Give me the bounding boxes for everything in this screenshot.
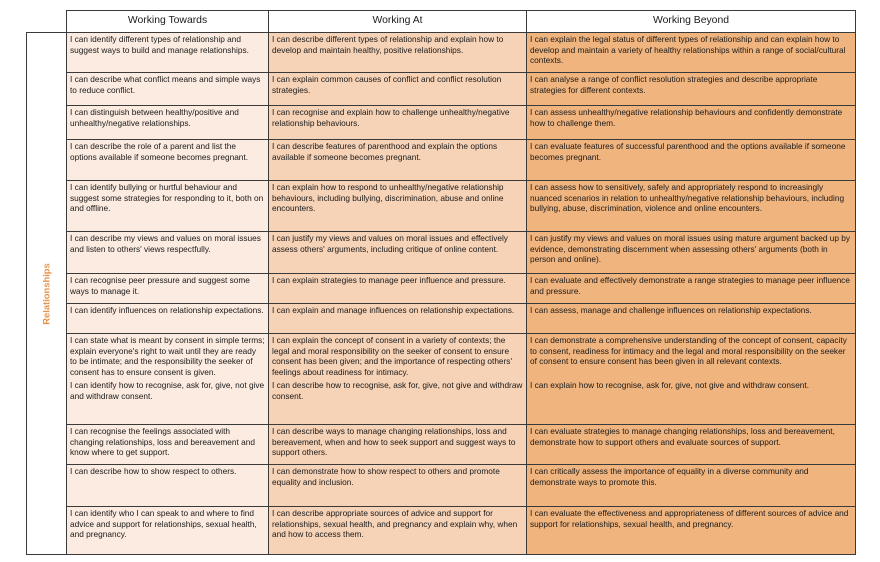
cell-at: I can explain strategies to manage peer influence and pressure. xyxy=(269,274,527,304)
consent-sub-text: I can describe how to recognise, ask for, give, not give and withdraw consent. xyxy=(272,380,523,401)
cell-towards: I can describe the role of a parent and list the options available if someone becomes pregnant. xyxy=(67,140,269,181)
table-row xyxy=(27,106,856,140)
cell-towards: I can identify influences on relationship expectations. xyxy=(67,304,269,334)
header-working-at: Working At xyxy=(269,11,527,33)
cell-beyond: I can assess how to sensitively, safely and appropriately respond to increasingly nuanced scenarios in relation to unhealthy/negative relationship behaviours, including bullying, abuse, discrimination, violence and online encounters. xyxy=(527,181,856,232)
table-row xyxy=(27,425,856,465)
header-working-towards: Working Towards xyxy=(67,11,269,33)
table-row xyxy=(27,232,856,274)
table-row xyxy=(27,465,856,507)
cell-towards: I can describe what conflict means and simple ways to reduce conflict. xyxy=(67,73,269,106)
outcomes-table xyxy=(26,10,856,555)
cell-beyond: I can analyse a range of conflict resolution strategies and describe appropriate strategies for different contexts. xyxy=(527,73,856,106)
table-row xyxy=(27,33,856,73)
table-row xyxy=(27,181,856,232)
cell-at xyxy=(269,334,527,425)
cell-towards: I can identify different types of relationship and suggest ways to build and manage relationships. xyxy=(67,33,269,73)
cell-beyond: I can evaluate strategies to manage changing relationships, loss and bereavement, demonstrate how to support others and evaluate sources of support. xyxy=(527,425,856,465)
consent-text: I can state what is meant by consent in simple terms; explain everyone's right to wait until they are ready to be intimate; and the responsibility the seeker of consent has to ensure consent is given. xyxy=(70,335,265,377)
table-row xyxy=(27,140,856,181)
cell-towards: I can identify bullying or hurtful behaviour and suggest some strategies for responding to it, both on and offline. xyxy=(67,181,269,232)
side-category-label: Relationships xyxy=(40,262,52,325)
cell-beyond: I can evaluate features of successful parenthood and the options available if someone becomes pregnant. xyxy=(527,140,856,181)
cell-towards: I can recognise the feelings associated with changing relationships, loss and bereavement and know where to get support. xyxy=(67,425,269,465)
cell-at: I can explain how to respond to unhealthy/negative relationship behaviours, including bullying, discrimination, abuse and online encounters. xyxy=(269,181,527,232)
table-row xyxy=(27,274,856,304)
cell-at: I can demonstrate how to show respect to others and promote equality and inclusion. xyxy=(269,465,527,507)
cell-at: I can describe ways to manage changing relationships, loss and bereavement, when and how to seek support and suggest ways to support others. xyxy=(269,425,527,465)
cell-towards: I can describe how to show respect to others. xyxy=(67,465,269,507)
cell-beyond: I can explain the legal status of different types of relationship and can explain how to develop and maintain a variety of healthy relationships within a range of social/cultural contexts. xyxy=(527,33,856,73)
cell-beyond xyxy=(527,334,856,425)
table-row xyxy=(27,334,856,425)
consent-text: I can explain the concept of consent in a variety of contexts; the legal and moral responsibility on the seeker of consent to ensure consent has been given; and the importance of respecting others' feelings about readiness for intimacy. xyxy=(272,335,513,377)
cell-beyond: I can assess unhealthy/negative relationship behaviours and confidently demonstrate how to challenge them. xyxy=(527,106,856,140)
cell-at: I can describe different types of relationship and explain how to develop and maintain healthy, positive relationships. xyxy=(269,33,527,73)
cell-towards: I can describe my views and values on moral issues and listen to others' views respectfully. xyxy=(67,232,269,274)
header-row xyxy=(27,11,856,33)
consent-text: I can demonstrate a comprehensive understanding of the concept of consent, capacity to consent, readiness for intimacy and the legal and moral responsibility on the seeker of consent to ensure consent has been given in all relevant contexts. xyxy=(530,335,847,367)
cell-towards: I can identify who I can speak to and where to find advice and support for relationships, sexual health, and pregnancy. xyxy=(67,507,269,555)
cell-towards: I can distinguish between healthy/positive and unhealthy/negative relationships. xyxy=(67,106,269,140)
table-row xyxy=(27,304,856,334)
side-category-cell xyxy=(27,33,67,555)
cell-beyond: I can justify my views and values on moral issues using mature argument backed up by evidence, demonstrating discernment when assessing others' arguments (both in person and online). xyxy=(527,232,856,274)
cell-at: I can justify my views and values on moral issues and effectively assess others' arguments, including critique of online content. xyxy=(269,232,527,274)
header-working-beyond: Working Beyond xyxy=(527,11,856,33)
cell-at: I can recognise and explain how to challenge unhealthy/negative relationship behaviours. xyxy=(269,106,527,140)
table-row xyxy=(27,507,856,555)
cell-beyond: I can critically assess the importance of equality in a diverse community and demonstrate ways to promote this. xyxy=(527,465,856,507)
cell-beyond: I can evaluate and effectively demonstrate a range strategies to manage peer influence and pressure. xyxy=(527,274,856,304)
consent-sub-text: I can identify how to recognise, ask for, give, not give and withdraw consent. xyxy=(70,380,265,401)
outcomes-table-wrapper xyxy=(26,10,855,555)
cell-beyond: I can evaluate the effectiveness and appropriateness of different sources of advice and support for relationships, sexual health, and pregnancy. xyxy=(527,507,856,555)
cell-towards: I can recognise peer pressure and suggest some ways to manage it. xyxy=(67,274,269,304)
consent-sub-text: I can explain how to recognise, ask for, give, not give and withdraw consent. xyxy=(530,379,810,390)
cell-at: I can explain common causes of conflict and conflict resolution strategies. xyxy=(269,73,527,106)
cell-at: I can describe appropriate sources of advice and support for relationships, sexual health, and pregnancy and explain why, when and how to access them. xyxy=(269,507,527,555)
table-row xyxy=(27,73,856,106)
cell-towards xyxy=(67,334,269,425)
cell-beyond: I can assess, manage and challenge influences on relationship expectations. xyxy=(527,304,856,334)
cell-at: I can describe features of parenthood and explain the options available if someone becomes pregnant. xyxy=(269,140,527,181)
corner-cell xyxy=(27,11,67,33)
cell-at: I can explain and manage influences on relationship expectations. xyxy=(269,304,527,334)
